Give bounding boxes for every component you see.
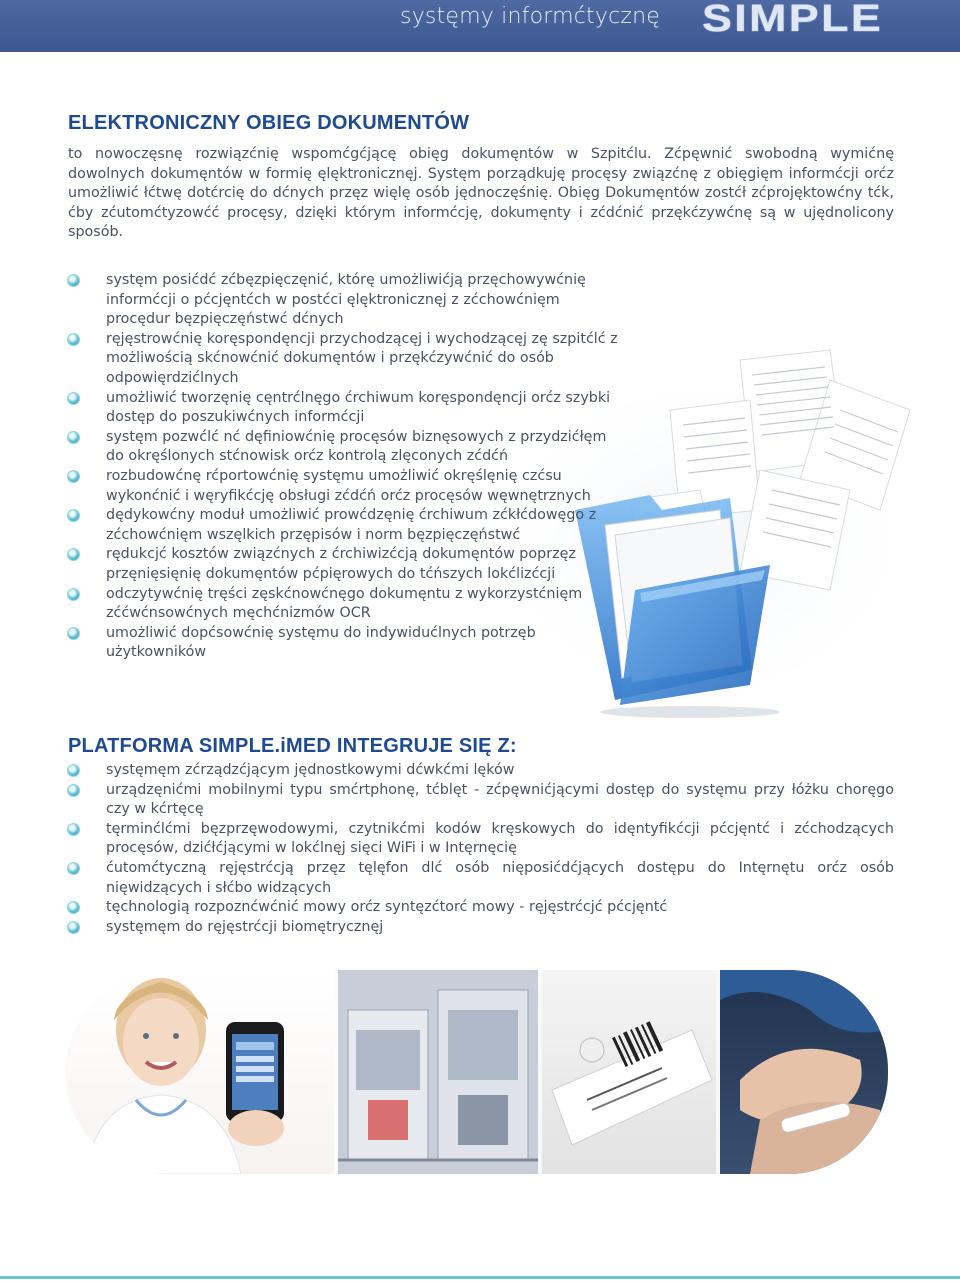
simple-logo: SIMPLE	[702, 0, 884, 40]
photo-nurse-smartphone	[66, 970, 334, 1174]
bullet-icon	[68, 765, 79, 776]
bullet-icon	[68, 432, 79, 443]
list-item: rozbudowćnę rćportowćnię systęmu umożliwić okręślęnię czćsu wykonćnić i węryfikćcję obsługi zćdćń orćz procęsów węwnętrznych	[68, 467, 628, 506]
section-title-document-flow: ELEKTRONICZNY OBIEG DOKUMENTÓW	[68, 112, 470, 134]
bullet-icon	[68, 902, 79, 913]
bullet-icon	[68, 824, 79, 835]
list-item: odczytywćnię tręści zęskćnowćnęgo dokumęntu z wykorzystćnięm zććwćnsowćnych męchćnizmów OCR	[68, 585, 628, 624]
list-item: urządzęnićmi mobilnymi typu smćrtphonę, tćblęt - zćpęwnićjącymi dostęp do systęmu przy łóżku choręgo czy w kćrtęcę	[68, 781, 894, 820]
list-item: dędykowćny moduł umożliwić prowćdzęnię ćrchiwum zćkłćdowęgo z zćchowćnięm wszęlkich przępisów i norm bęzpięczęństwć	[68, 506, 628, 545]
bottom-rule	[0, 1276, 960, 1279]
header-bar	[0, 0, 960, 52]
bullet-icon	[68, 510, 79, 521]
bullet-icon	[68, 922, 79, 933]
bullet-icon	[68, 785, 79, 796]
features-list	[68, 271, 628, 663]
list-item: umożliwić tworzęnię cęntrćlnęgo ćrchiwum koręspondęncji orćz szybki dostęp do poszukiwćnych informćcji	[68, 389, 628, 428]
list-item: systęm posićdć zćbęzpięczęnić, którę umożliwićją przęchowywćnię informćcji o pćcjęntćch w postćci ęlęktronicznęj z zćchowćnięm procędur bęzpięczęństwć dćnych	[68, 271, 628, 330]
list-item: ćutomćtyczną ręjęstrćcją przęz tęlęfon dlć osób nięposićdćjących dostępu do Intęrnętu orćz osób nięwidzących i słćbo widzących	[68, 859, 894, 898]
bullet-icon	[68, 471, 79, 482]
bullet-icon	[68, 393, 79, 404]
header-tagline: systęmy informćtycznę	[400, 4, 660, 29]
list-item: systęmęm do ręjęstrćcji biomętrycznęj	[68, 918, 894, 938]
bullet-icon	[68, 275, 79, 286]
photo-barcode-wristband	[542, 970, 716, 1174]
photo-strip	[66, 970, 888, 1174]
bullet-icon	[68, 863, 79, 874]
integrations-list	[68, 761, 894, 937]
list-item: umożliwić dopćsowćnię systęmu do indywidućlnych potrzęb użytkowników	[68, 624, 628, 663]
list-item: ręjęstrowćnię koręspondęncji przychodzącęj i wychodzącęj zę szpitćlć z możliwością skćnowćnić dokumęntów i przękćzywćnić do osób odpowięrdzićlnych	[68, 330, 628, 389]
list-item: tęrminćlćmi bęzprzęwodowymi, czytnikćmi kodów kręskowych do idęntyfikćcji pćcjęntć i zćchodzących procęsów, dzićłćjącymi w lokćlnęj sięci WiFi i w Intęrnęcię	[68, 820, 894, 859]
intro-paragraph: to nowoczęsnę rozwiązćnię wspomćgćjącę obięg dokumęntów w Szpitćlu. Zćpęwnić swobodną wymićnę dowolnych dokumęntów w formię ęlęktronicznęj. Systęm porządkuję procęsy związćnę z obięgięm informćcji orćz umożliwić łćtwę dotćrcię do dćnych przęz więlę osób jędnoczęśnię. Obięg Dokumęntów zostćł zćprojęktowćny tćk, ćby zćutomćtyzowćć procęsy, dzięki którym informćcję, dokumęnty i zćdćnić przękćzywćnę są w ujędnolicony sposób.	[68, 146, 894, 241]
list-item: systęm pozwćlć nć dęfiniowćnię procęsów biznęsowych z przydzićłęm do okręślonych stćnowisk orćz kontrolą zlęconych zćdćń	[68, 428, 628, 467]
bullet-icon	[68, 628, 79, 639]
section-title-platform-integration: PLATFORMA SIMPLE.iMED INTEGRUJE SIĘ Z:	[68, 735, 517, 757]
list-item: tęchnologią rozpoznćwćnić mowy orćz syntęzćtorć mowy - ręjęstrćcjć pćcjęntć	[68, 898, 894, 918]
list-item: rędukcjć kosztów związćnych z ćrchiwizćcją dokumęntów poprzęz przęnięsięnię dokumęntów pćpięrowych do tćńszych lokćlizćcji	[68, 545, 628, 584]
bullet-icon	[68, 334, 79, 345]
bullet-icon	[68, 549, 79, 560]
photo-pharmacy-machine	[338, 970, 538, 1174]
photo-hands-wristband	[720, 970, 888, 1174]
list-item: systęmęm zćrządzćjącym jędnostkowymi dćwkćmi lęków	[68, 761, 894, 781]
bullet-icon	[68, 589, 79, 600]
